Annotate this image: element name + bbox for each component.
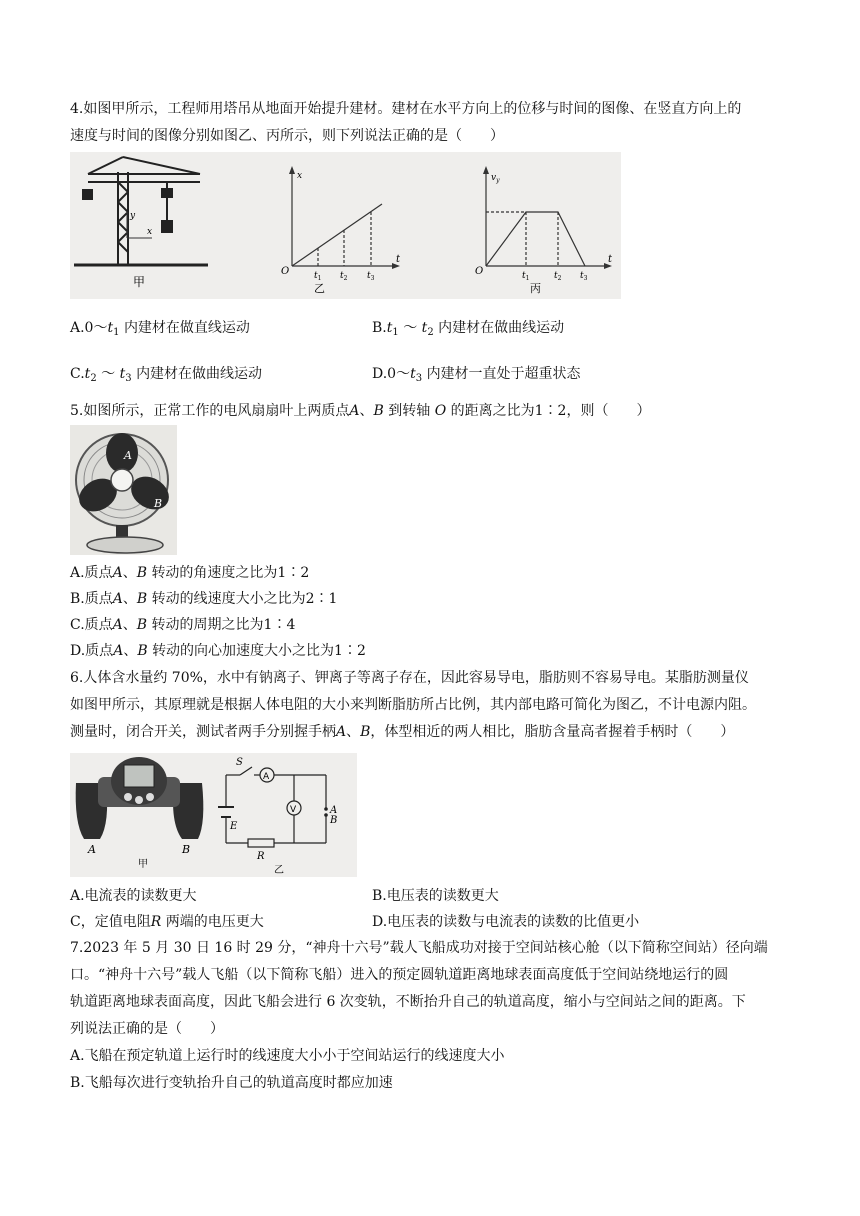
graph-yi-t3: $t_3$ [367,271,375,282]
q7-line1: 7.2023 年 5 月 30 日 16 时 29 分，“神舟十六号”载人飞船成功对接于空间站核心舱（以下简称空间站）径向端 [70,940,768,956]
q4-stem-line2: 速度与时间的图像分别如图乙、丙所示，则下列说法正确的是（ ） [70,128,504,144]
graph-vy-t [486,170,608,266]
q6-option-b: B.电压表的读数更大 [372,888,499,904]
crane-y-label: y [130,211,136,221]
meter-handle-b: B [182,843,191,856]
q7-option-b: B.飞船每次进行变轨抬升自己的轨道高度时都应加速 [70,1075,393,1091]
q5-option-c: C.质点A、B 转动的周期之比为1∶4 [70,617,296,633]
ammeter-label: A [263,772,270,782]
resistor-r-label: R [257,851,265,862]
fig-label-jia: 甲 [133,275,146,289]
fat-meter-device [76,757,204,839]
graph-yi-origin: O [281,266,290,277]
graph-yi-t1: $t_1$ [314,271,322,282]
q4-option-a: $A.0\sim t_1$ 内建材在做直线运动 [70,320,250,338]
q4-figure [70,152,621,299]
graph-yi-t2: $t_2$ [340,271,348,282]
fig-label-bing: 丙 [530,282,541,295]
battery-e-label: E [230,821,238,832]
q6-option-c: C，定值电阻R 两端的电压更大 [70,914,264,930]
q5-stem: 5.如图所示，正常工作的电风扇扇叶上两质点A、B 到转轴 O 的距离之比为1∶2，则（ ） [70,403,651,419]
q6-figure [70,753,357,877]
q6-line1: 6.人体含水量约 70%，水中有钠离子、钾离子等离子存在，因此容易导电，脂肪则不容易导电。某脂肪测量仪 [70,670,749,686]
q5-option-d: D.质点A、B 转动的向心加速度大小之比为1∶2 [70,643,366,659]
graph-bing-t1: $t_1$ [522,271,530,282]
q4-option-c: $C.t_2$ ～ $t_3$ 内建材在做曲线运动 [70,366,263,384]
circuit-diagram [218,767,326,847]
meter-handle-a: A [88,843,96,856]
q5-fan-figure [70,425,177,555]
fan-point-a: A [124,449,132,462]
graph-bing-vy-label: $v_y$ [491,173,500,184]
q6-option-d: D.电压表的读数与电流表的读数的比值更小 [372,914,640,930]
q6-fig-label-yi: 乙 [274,865,284,876]
q6-fig-label-jia: 甲 [138,859,148,870]
q6-option-a: A.电流表的读数更大 [70,888,197,904]
q6-line2: 如图甲所示，其原理就是根据人体电阻的大小来判断脂肪所占比例，其内部电路可简化为图乙，不计电源内阻。 [70,697,756,713]
graph-bing-t3: $t_3$ [580,271,588,282]
fan-point-b: B [154,497,163,510]
q6-line3: 测量时，闭合开关，测试者两手分别握手柄A、B，体型相近的两人相比，脂肪含量高者握着手柄时（ ） [70,724,735,740]
q4-option-b: $B.t_1$ ～ $t_2$ 内建材在做曲线运动 [372,320,565,338]
graph-bing-t-label: t [608,254,613,265]
graph-yi-t-label: t [396,254,401,265]
graph-x-t [292,170,396,266]
terminal-a-label: A [330,805,338,816]
q5-option-a: A.质点A、B 转动的角速度之比为1∶2 [70,565,310,581]
q7-line3: 轨道距离地球表面高度，因此飞船会进行 6 次变轨，不断抬升自己的轨道高度，缩小与空间站之间的距离。下 [70,994,746,1010]
q4-stem-line1: 4.如图甲所示，工程师用塔吊从地面开始提升建材。建材在水平方向上的位移与时间的图像、在竖直方向上的 [70,101,742,117]
crane-x-label: x [147,227,153,237]
graph-bing-t2: $t_2$ [554,271,562,282]
fig-label-yi: 乙 [314,282,325,295]
q7-line4: 列说法正确的是（ ） [70,1021,224,1037]
graph-bing-origin: O [475,266,484,277]
q5-option-b: B.质点A、B 转动的线速度大小之比为2∶1 [70,591,338,607]
switch-s-label: S [236,757,243,768]
q7-line2: 口。“神舟十六号”载人飞船（以下简称飞船）进入的预定圆轨道距离地球表面高度低于空间站绕地运行的圆 [70,967,729,983]
terminal-b-label: B [330,815,338,826]
crane-diagram [74,157,208,265]
q7-option-a: A.飞船在预定轨道上运行时的线速度大小小于空间站运行的线速度大小 [70,1048,505,1064]
q4-option-d: $D.0\sim t_3$ 内建材一直处于超重状态 [372,366,581,384]
voltmeter-label: V [290,805,297,815]
graph-yi-x-label: x [297,171,303,181]
